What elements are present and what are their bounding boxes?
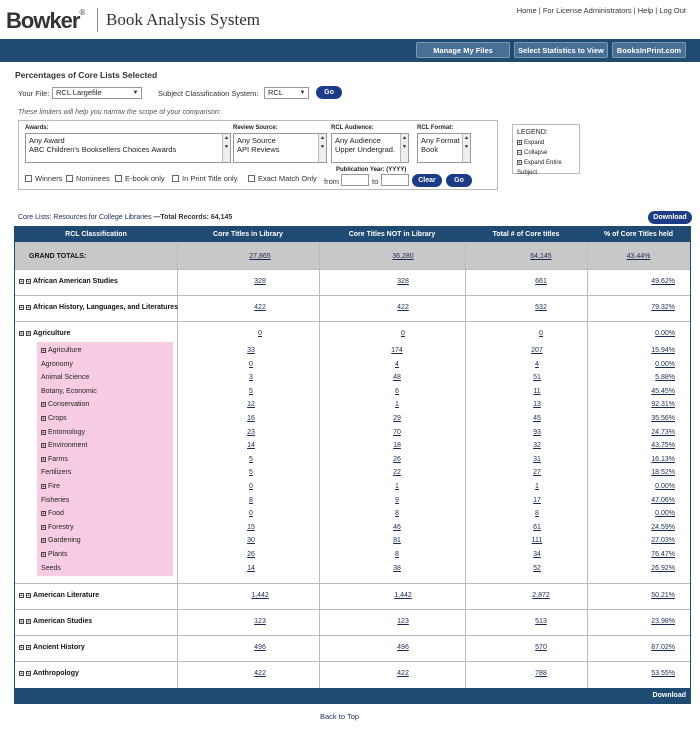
table-cell-value[interactable]: 50.21% (651, 592, 675, 599)
file-label: Your File: (18, 89, 50, 98)
table-cell-value[interactable]: 328 (254, 278, 266, 285)
table-cell-value[interactable]: 0.00% (655, 360, 675, 368)
grand-total-value[interactable]: 43.44% (626, 253, 651, 260)
col-not-in-library[interactable]: Core Titles NOT in Library (348, 231, 436, 238)
table-cell-value[interactable]: 81 (393, 537, 401, 545)
list-item[interactable]: Seeds (41, 564, 61, 572)
table-cell-value[interactable]: 5 (249, 455, 253, 463)
table-cell-value[interactable]: 8 (395, 551, 399, 558)
checkbox-icon[interactable] (115, 175, 122, 182)
expand-icon[interactable]: + (27, 671, 30, 677)
subject-label: Subject Classification System: (158, 89, 259, 98)
table-cell-value[interactable]: 9 (395, 496, 399, 504)
expand-entire-icon[interactable]: + (20, 671, 23, 677)
grand-totals-label: GRAND TOTALS: (29, 253, 87, 260)
limiter-hint: These limiters will help you narrow the scope of your comparison: (18, 109, 221, 116)
table-row[interactable]: + + American Literature (20, 592, 100, 599)
table-cell-value[interactable]: 38 (393, 564, 401, 572)
col-in-library[interactable]: Core Titles in Library (213, 231, 283, 238)
table-header (15, 227, 690, 242)
table-cell-value[interactable]: 14 (247, 442, 255, 450)
column-divider (465, 242, 466, 688)
col-classification[interactable]: RCL Classification (65, 231, 127, 238)
table-cell-value[interactable]: 14 (247, 564, 255, 572)
table-cell-value[interactable]: 47.06% (651, 496, 675, 504)
table-cell-value[interactable]: 0 (258, 330, 262, 337)
chevron-down-icon: ▼ (132, 90, 139, 96)
list-item[interactable]: + Environment (42, 442, 88, 450)
table-cell-value[interactable]: 788 (535, 670, 547, 677)
system-name: Book Analysis System (106, 10, 260, 29)
from-label: from (324, 177, 339, 186)
table-cell-value[interactable]: 328 (397, 278, 409, 285)
row-divider (15, 269, 690, 270)
checkbox-icon[interactable] (248, 175, 255, 182)
expand-icon[interactable]: + (27, 331, 30, 337)
table-cell-value[interactable]: 4 (395, 360, 399, 368)
nominees-checkbox[interactable]: Nominees (66, 174, 110, 183)
footer-download-link[interactable]: Download (652, 692, 686, 699)
list-item[interactable]: Fertilizers (41, 469, 72, 477)
table-cell-value[interactable]: 1,442 (394, 592, 412, 599)
chevron-down-icon: ▼ (299, 90, 306, 96)
row-divider (15, 295, 690, 296)
row-divider (15, 609, 690, 610)
review-listbox[interactable]: Any Source API Reviews ▲ ▼ (233, 133, 327, 163)
checkbox-icon[interactable] (25, 175, 32, 182)
scrollbar[interactable]: ▲ ▼ (400, 134, 408, 162)
table-cell-value[interactable]: 496 (254, 644, 266, 651)
winners-checkbox[interactable]: Winners (25, 174, 63, 183)
table-cell-value[interactable]: 422 (397, 304, 409, 311)
expand-icon[interactable]: + (42, 538, 45, 545)
logo-divider (97, 8, 98, 32)
table-cell-value[interactable]: 513 (535, 618, 547, 625)
table-cell-value[interactable]: 29 (393, 415, 401, 422)
table-cell-value[interactable]: 5.88% (655, 374, 675, 382)
list-item[interactable]: + Crops (42, 415, 67, 422)
list-item[interactable]: Agronomy (41, 360, 73, 368)
table-cell-value[interactable]: 23 (247, 428, 255, 436)
grand-total-value[interactable]: 27,865 (249, 253, 271, 260)
table-cell-value[interactable]: 6 (395, 387, 399, 395)
subject-select[interactable]: RCL ▼ (264, 87, 309, 99)
table-cell-value[interactable]: 26 (393, 455, 401, 463)
table-cell-value[interactable]: 1 (395, 401, 399, 409)
table-cell-value[interactable]: 496 (397, 644, 409, 651)
core-list-title: Core Lists: Resources for College Libraries —Total Records: 64,145 (18, 214, 233, 221)
expand-icon[interactable]: + (27, 645, 30, 651)
help-link[interactable]: Help (637, 6, 654, 15)
expand-entire-icon[interactable]: + (20, 593, 23, 599)
pubyear-go-button[interactable]: Go (446, 174, 472, 187)
col-percent[interactable]: % of Core Titles held (603, 231, 674, 238)
table-cell-value[interactable]: 26 (247, 551, 255, 558)
table-cell-value[interactable]: 46 (393, 523, 401, 531)
audience-listbox[interactable]: Any Audience Upper Undergrad. ▲ ▼ (331, 133, 409, 163)
table-cell-value[interactable]: 33 (247, 347, 255, 354)
table-cell-value[interactable]: 123 (254, 618, 266, 625)
expand-icon[interactable]: + (42, 416, 45, 422)
expand-entire-icon[interactable]: + (20, 619, 23, 625)
list-item[interactable]: + Plants (42, 551, 68, 558)
section-title: Percentages of Core Lists Selected (15, 70, 158, 80)
table-cell-value[interactable]: 12 (247, 401, 255, 409)
expand-icon[interactable]: + (42, 524, 45, 531)
table-cell-value[interactable]: 79.32% (651, 304, 675, 311)
table-cell-value[interactable]: 4 (535, 360, 539, 368)
table-cell-value[interactable]: 48 (393, 374, 401, 382)
column-divider (319, 242, 320, 688)
list-item[interactable]: Animal Science (41, 374, 90, 382)
table-cell-value[interactable]: 532 (535, 304, 547, 311)
in-print-checkbox[interactable]: In Print Title only (172, 174, 237, 183)
grand-total-value[interactable]: 36,280 (392, 253, 414, 260)
table-cell-value[interactable]: 5 (249, 387, 253, 395)
row-divider (15, 635, 690, 636)
table-cell-value[interactable]: 45.45% (651, 387, 675, 395)
table-cell-value[interactable]: 422 (397, 670, 409, 677)
year-to-input[interactable] (381, 174, 409, 186)
list-item[interactable]: + Conservation (42, 401, 90, 409)
format-filter: RCL Format: Any Format Book ▲ ▼ (417, 125, 471, 163)
ebook-only-checkbox[interactable]: E-book only (115, 174, 165, 183)
row-divider (15, 321, 690, 322)
table-cell-value[interactable]: 15 (247, 523, 255, 531)
file-select[interactable]: RCL Largefile ▼ (52, 87, 142, 99)
table-cell-value[interactable]: 1 (535, 483, 539, 490)
column-divider (587, 242, 588, 688)
table-row[interactable]: + + Agriculture (20, 330, 71, 337)
pub-year-label: Publication Year: (YYYY) (336, 167, 407, 173)
expand-icon[interactable]: + (27, 593, 30, 599)
table-cell-value[interactable]: 8 (249, 496, 253, 504)
list-item[interactable]: + Entomology (42, 428, 85, 436)
table-cell-value[interactable]: 51 (533, 374, 541, 382)
table-cell-value[interactable]: 18 (393, 442, 401, 450)
table-cell-value[interactable]: 23.98% (651, 618, 675, 625)
list-item[interactable]: + Forestry (42, 523, 74, 531)
expand-entire-icon[interactable]: + (20, 279, 23, 285)
table-cell-value[interactable]: 35.56% (651, 415, 675, 422)
table-cell-value[interactable]: 16.13% (651, 455, 675, 463)
list-item[interactable]: + Agriculture (42, 347, 82, 354)
expand-icon[interactable]: + (42, 348, 45, 354)
expand-icon[interactable]: + (42, 511, 45, 518)
row-divider (15, 661, 690, 662)
top-links: Home | For License Administrators | Help | Log Out (516, 6, 686, 15)
bowker-logo[interactable]: Bowker® (6, 8, 85, 33)
table-cell-value[interactable]: 27 (533, 469, 541, 477)
grand-total-value[interactable]: 64,145 (530, 253, 552, 260)
scrollbar[interactable]: ▲ ▼ (462, 134, 470, 162)
table-row[interactable]: + + Ancient History (20, 644, 85, 651)
table-cell-value[interactable]: 87.02% (651, 644, 675, 651)
expand-icon[interactable]: + (42, 402, 45, 409)
table-cell-value[interactable]: 1,442 (251, 592, 269, 599)
to-label: to (372, 177, 379, 186)
scrollbar[interactable]: ▲ ▼ (318, 134, 326, 162)
table-cell-value[interactable]: 0 (249, 510, 253, 518)
expand-icon: + (518, 140, 521, 146)
table-cell-value[interactable]: 53.55% (651, 670, 675, 677)
license-admin-link[interactable]: For License Administrators (542, 6, 632, 15)
checkbox-icon[interactable] (66, 175, 73, 182)
table-cell-value[interactable]: 13 (533, 401, 541, 409)
table-cell-value[interactable]: 174 (391, 347, 403, 354)
table-cell-value[interactable]: 11 (533, 387, 541, 395)
audience-filter: RCL Audience: Any Audience Upper Undergrad. ▲ ▼ (331, 125, 409, 163)
year-from-input[interactable] (341, 174, 369, 186)
table-cell-value[interactable]: 45 (533, 415, 541, 422)
table-cell-value[interactable]: 0 (539, 330, 543, 337)
scrollbar[interactable]: ▲ ▼ (222, 134, 230, 162)
download-button[interactable]: Download (648, 211, 692, 224)
expand-icon[interactable]: + (27, 279, 30, 285)
table-cell-value[interactable]: 43.75% (651, 442, 675, 450)
clear-button[interactable]: Clear (412, 174, 442, 187)
table-cell-value[interactable]: 0 (249, 360, 253, 368)
list-item[interactable]: + Food (42, 510, 64, 518)
table-cell-value[interactable]: 17 (533, 496, 541, 504)
table-cell-value[interactable]: 207 (531, 347, 543, 354)
table-cell-value[interactable]: 22 (393, 469, 401, 477)
table-cell-value[interactable]: 422 (254, 670, 266, 677)
checkbox-icon[interactable] (172, 175, 179, 182)
table-row[interactable]: + + Anthropology (20, 670, 79, 677)
table-cell-value[interactable]: 61 (533, 523, 541, 531)
select-statistics-button[interactable]: Select Statistics to View (514, 42, 608, 58)
table-cell-value[interactable]: 8 (535, 510, 539, 518)
table-cell-value[interactable]: 27.03% (651, 537, 675, 545)
list-item[interactable]: + Farms (42, 455, 68, 463)
table-cell-value[interactable]: 24.59% (651, 523, 675, 531)
list-item[interactable]: Fisheries (41, 496, 70, 504)
nav-bar (0, 39, 700, 62)
table-cell-value[interactable]: 0.00% (655, 510, 675, 518)
expand-icon[interactable]: + (42, 429, 45, 436)
table-cell-value[interactable]: 32 (533, 442, 541, 450)
table-cell-value[interactable]: 0.00% (655, 483, 675, 490)
home-link[interactable]: Home (516, 6, 537, 15)
table-cell-value[interactable]: 0.00% (655, 330, 675, 337)
table-cell-value[interactable]: 570 (535, 644, 547, 651)
table-cell-value[interactable]: 76.47% (651, 551, 675, 558)
table-cell-value[interactable]: 8 (395, 510, 399, 518)
go-button[interactable]: Go (316, 86, 342, 99)
legend: LEGEND: + Expand − Collapse + Expand Entire Subject (512, 124, 580, 174)
awards-filter: Awards: Any Award ABC Children's Booksellers Choices Awards ▲ ▼ (25, 125, 231, 163)
awards-listbox[interactable]: Any Award ABC Children's Booksellers Choices Awards ▲ ▼ (25, 133, 231, 163)
table-cell-value[interactable]: 52 (533, 564, 541, 572)
table-cell-value[interactable]: 16 (247, 415, 255, 422)
row-divider (15, 583, 690, 584)
table-cell-value[interactable]: 123 (397, 618, 409, 625)
expand-icon[interactable]: + (42, 456, 45, 463)
table-cell-value[interactable]: 0 (401, 330, 405, 337)
table-cell-value[interactable]: 93 (533, 428, 541, 436)
table-cell-value[interactable]: 18.52% (651, 469, 675, 477)
table-cell-value[interactable]: 26.92% (651, 564, 675, 572)
expand-icon[interactable]: + (42, 552, 45, 558)
table-cell-value[interactable]: 24.73% (651, 428, 675, 436)
table-cell-value[interactable]: 31 (533, 455, 541, 463)
list-item[interactable]: Botany, Economic (41, 387, 97, 395)
table-footer (15, 688, 690, 703)
review-filter: Review Source: Any Source API Reviews ▲ ▼ (233, 125, 327, 163)
table-cell-value[interactable]: 30 (247, 537, 255, 545)
table-cell-value[interactable]: 2,872 (532, 592, 550, 599)
expand-icon[interactable]: + (42, 443, 45, 450)
manage-files-button[interactable]: Manage My Files (416, 42, 510, 58)
expand-icon[interactable]: + (27, 305, 30, 311)
table-cell-value[interactable]: 0 (249, 483, 253, 490)
back-to-top-link[interactable]: Back to Top (320, 712, 360, 721)
expand-entire-icon: + (518, 160, 521, 166)
col-total[interactable]: Total # of Core titles (492, 231, 560, 238)
table-cell-value[interactable]: 92.31% (651, 401, 675, 409)
table-cell-value[interactable]: 661 (535, 278, 547, 285)
logout-link[interactable]: Log Out (659, 6, 686, 15)
table-cell-value[interactable]: 111 (531, 537, 543, 545)
expand-entire-icon[interactable]: + (20, 645, 23, 651)
table-cell-value[interactable]: 70 (393, 428, 401, 436)
core-titles-table (14, 226, 691, 704)
collapse-icon: − (518, 150, 521, 156)
list-item[interactable]: + Gardening (42, 537, 81, 545)
table-row[interactable]: + + African History, Languages, and Literatures (20, 304, 178, 311)
table-cell-value[interactable]: 15.94% (651, 347, 675, 354)
table-row[interactable]: + + African American Studies (20, 278, 118, 285)
table-cell-value[interactable]: 1 (395, 483, 399, 490)
expand-entire-icon[interactable]: + (20, 305, 23, 311)
table-row[interactable]: + + American Studies (20, 618, 93, 625)
expand-entire-icon[interactable]: + (20, 331, 23, 337)
expand-icon[interactable]: + (42, 484, 45, 490)
expand-icon[interactable]: + (27, 619, 30, 625)
list-item[interactable]: + Fire (42, 483, 61, 490)
table-cell-value[interactable]: 422 (254, 304, 266, 311)
table-cell-value[interactable]: 49.62% (651, 278, 675, 285)
table-cell-value[interactable]: 5 (249, 469, 253, 477)
table-cell-value[interactable]: 3 (249, 374, 253, 382)
format-listbox[interactable]: Any Format Book ▲ ▼ (417, 133, 471, 163)
table-cell-value[interactable]: 34 (533, 551, 541, 558)
booksinprint-button[interactable]: BooksInPrint.com (612, 42, 686, 58)
exact-match-checkbox[interactable]: Exact Match Only (248, 174, 317, 183)
